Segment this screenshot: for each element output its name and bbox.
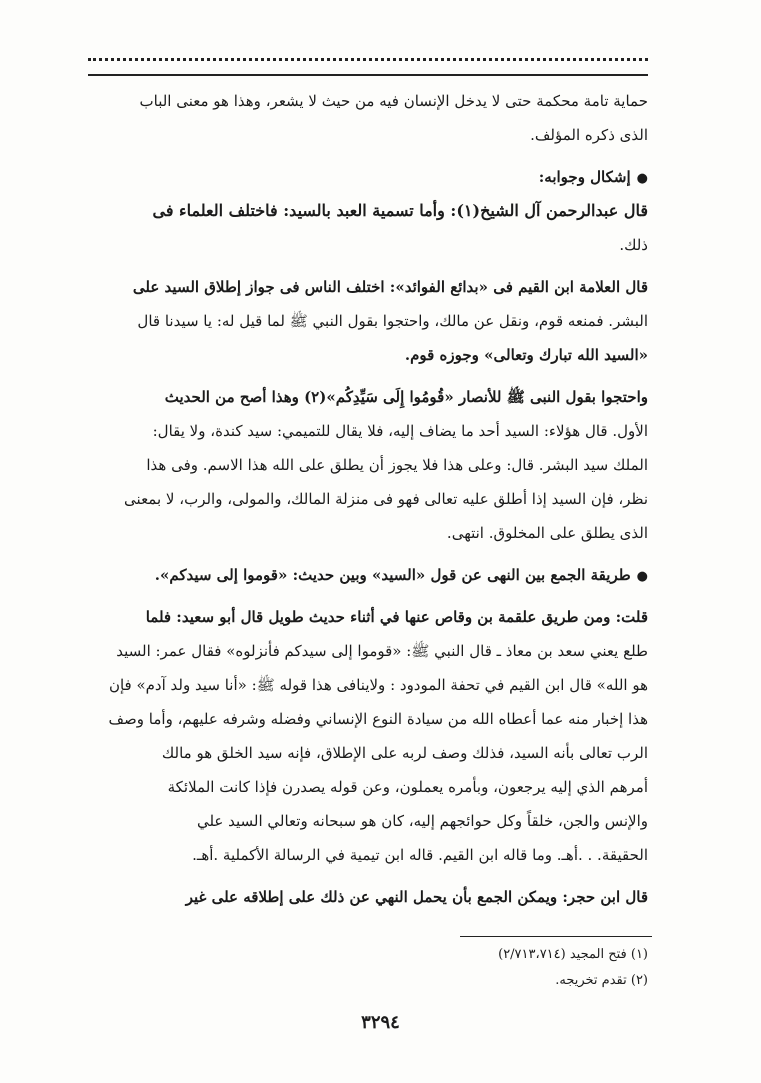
line-text: هذا إخبار منه عما أعطاه الله من سيادة النوع الإنساني وفضله وشرفه عليهم، وأما وصف	[108, 710, 648, 728]
text-line	[90, 600, 648, 634]
top-solid-rule	[88, 74, 648, 76]
text-line	[90, 736, 648, 770]
line-text: الملك سيد البشر. قال: وعلى هذا فلا يجوز أن يطلق على الله هذا الاسم. وفى هذا	[146, 456, 648, 474]
text-line	[90, 804, 648, 838]
text-line	[90, 118, 648, 152]
text-line	[90, 558, 648, 592]
footnote: (٢) تقدم تخريجه.	[555, 973, 648, 988]
line-text: قلت: ومن طريق علقمة بن وقاص عنها في أثناء حديث طويل قال أبو سعيد: فلما	[145, 608, 648, 626]
line-text: والإنس والجن، خلقاً وكل حوائجهم إليه، كان هو سبحانه وتعالي السيد علي	[196, 812, 648, 830]
text-line	[90, 228, 648, 262]
paragraph-gap	[90, 262, 648, 270]
footnotes	[300, 942, 648, 994]
text-line	[90, 634, 648, 668]
line-text: قال العلامة ابن القيم فى «بدائع الفوائد»: اختلف الناس فى جواز إطلاق السيد على	[132, 278, 648, 296]
line-text: قال عبدالرحمن آل الشيخ(١): وأما تسمية العبد بالسيد: فاختلف العلماء فى	[152, 201, 648, 220]
paragraph-gap	[90, 372, 648, 380]
line-text: الأول. قال هؤلاء: السيد أحد ما يضاف إليه، فلا يقال للتميمي: سيد كندة، ولا يقال:	[152, 422, 648, 440]
text-line	[90, 516, 648, 550]
line-text: قال ابن حجر: ويمكن الجمع بأن يحمل النهي عن ذلك على إطلاقه على غير	[185, 888, 648, 906]
line-text: نظر، فإن السيد إذا أطلق عليه تعالى فهو فى منزلة المالك، والمولى، والرب، لا بمعنى	[124, 490, 648, 508]
line-text: أمرهم الذي إليه يرجعون، وبأمره يعملون، وعن قوله يصدرن فإذا كانت الملائكة	[167, 778, 648, 796]
text-line	[90, 304, 648, 338]
line-text: حماية تامة محكمة حتى لا يدخل الإنسان فيه من حيث لا يشعر، وهذا هو معنى الباب	[139, 92, 648, 110]
line-text: «السيد الله تبارك وتعالى» وجوزه قوم.	[404, 346, 648, 364]
text-line	[90, 338, 648, 372]
paragraph-gap	[90, 872, 648, 880]
line-text: واحتجوا بقول النبى ﷺ للأنصار «قُومُوا إِلَى سَيِّدِكُم»(٢) وهذا أصح من الحديث	[164, 388, 648, 406]
footnote: (١) فتح المجيد (٢/٧١٣،٧١٤)	[498, 947, 648, 962]
paragraph-gap	[90, 592, 648, 600]
section-heading: إشكال وجوابه:	[538, 168, 631, 186]
text-line	[90, 414, 648, 448]
line-text: الرب تعالى بأنه السيد، فذلك وصف لربه على الإطلاق، فإنه سيد الخلق هو مالك	[161, 744, 648, 762]
text-line	[90, 448, 648, 482]
paragraph-gap	[90, 550, 648, 558]
text-line	[90, 160, 648, 194]
line-text: الحقيقة. . .أهـ. وما قاله ابن القيم. قاله ابن تيمية في الرسالة الأكملية .أهـ.	[192, 846, 648, 864]
line-text: هو الله» قال ابن القيم في تحفة المودود : ولاينافى هذا قوله ﷺ: «أنا سيد ولد آدم» فإن	[108, 676, 648, 694]
text-line	[90, 270, 648, 304]
paragraph-gap	[90, 152, 648, 160]
text-line	[90, 380, 648, 414]
text-line	[90, 838, 648, 872]
text-line	[90, 84, 648, 118]
line-text: البشر. فمنعه قوم، ونقل عن مالك، واحتجوا بقول النبي ﷺ لما قيل له: يا سيدنا قال	[137, 312, 648, 330]
line-text: ذلك.	[619, 236, 648, 254]
line-text: الذى ذكره المؤلف.	[530, 126, 648, 144]
bullet-icon: ●	[636, 569, 648, 584]
text-line	[90, 668, 648, 702]
top-dotted-rule	[88, 58, 648, 61]
line-text: طلع يعني سعد بن معاذ ـ قال النبي ﷺ: «قوموا إلى سيدكم فأنزلوه» فقال عمر: السيد	[116, 642, 648, 660]
footnote-separator	[460, 936, 652, 937]
bullet-icon: ●	[636, 171, 648, 186]
main-text	[90, 84, 648, 914]
text-line	[90, 770, 648, 804]
page-number: ٣٢٩٤	[361, 1012, 400, 1033]
line-text: الذى يطلق على المخلوق. انتهى.	[446, 524, 648, 542]
section-heading: طريقة الجمع بين النهى عن قول «السيد» وبين حديث: «قوموا إلى سيدكم».	[154, 566, 631, 584]
text-line	[90, 702, 648, 736]
text-line	[90, 482, 648, 516]
text-line	[90, 194, 648, 228]
text-line	[90, 880, 648, 914]
